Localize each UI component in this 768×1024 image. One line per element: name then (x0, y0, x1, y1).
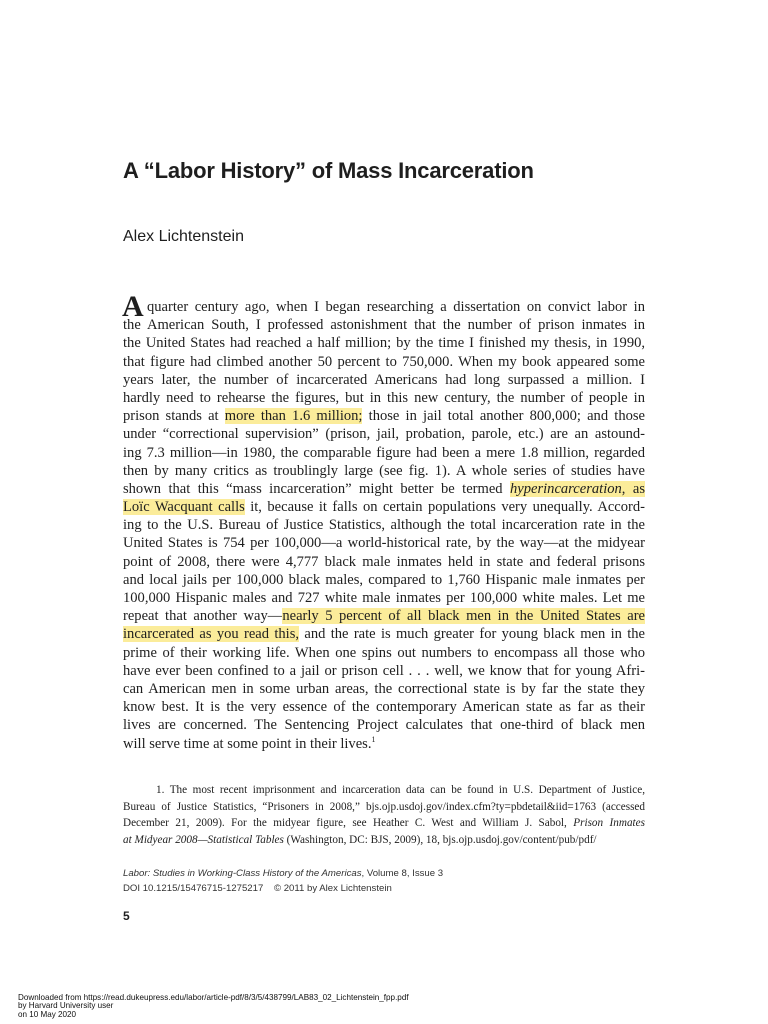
text-run: those in jail total another 800,000; and those (362, 408, 645, 425)
download-user: by Harvard University user (18, 1001, 114, 1011)
text-run: (Washington, DC: BJS, 2009), 18, bjs.ojp.usdoj.gov/content/pub/pdf/ (283, 833, 597, 846)
body-line (123, 298, 645, 316)
body-line (123, 644, 645, 662)
highlighted-text: hyperincarceration (510, 480, 622, 497)
body-line (123, 371, 645, 389)
body-line (123, 680, 645, 698)
text-run: 100,000 Hispanic males and 727 white male inmates per 100,000 white males. Let me (123, 590, 645, 606)
body-line (123, 534, 645, 552)
body-line (123, 607, 645, 625)
body-line (123, 662, 645, 680)
footnote-marker: 1 (371, 734, 376, 744)
text-run: 1. The most recent imprisonment and incarceration data can be found in U.S. Department of Justice, (156, 784, 645, 796)
text-run: and local jails per 100,000 black males, compared to 1,760 Hispanic male inmates per (123, 571, 645, 588)
text-run: that figure had climbed another 50 percent to 750,000. When my book appeared some (123, 353, 645, 370)
article-title: A “Labor History” of Mass Incarceration (123, 158, 534, 183)
body-line (123, 480, 645, 498)
text-run: United States is 754 per 100,000—a world-historical rate, by the way—at the midyear (123, 535, 645, 552)
text-run: the American South, I professed astonishment that the number of prison inmates in (123, 317, 645, 334)
text-run: the United States had reached a half million; by the time I finished my thesis, in 1990, (123, 335, 645, 352)
text-run: shown that this “mass incarceration” might better be termed (123, 480, 511, 497)
page-number: 5 (123, 909, 130, 923)
text-run: ing to the U.S. Bureau of Justice Statistics, although the total incarceration rate in the (123, 517, 645, 534)
text-run: Bureau of Justice Statistics, “Prisoners in 2008,” bjs.ojp.usdoj.gov/index.cfm?ty=pbdetail&iid=1763 (accessed (123, 800, 645, 813)
text-run: have ever been confined to a jail or prison cell . . . well, we know that for young Afri- (123, 662, 645, 679)
text-run: know best. It is the very essence of the contemporary American state as far as their (123, 699, 645, 716)
body-line (123, 353, 645, 371)
body-line (123, 516, 645, 534)
text-run: it, because it falls on certain populations very unequally. Accord- (244, 499, 645, 516)
text-run: then by many critics as troublingly large (see fig. 1). A whole series of studies have (123, 462, 645, 479)
body-line (123, 498, 645, 516)
body-line (123, 735, 645, 753)
text-run: prison stands at (123, 408, 225, 425)
text-run: will serve time at some point in their lives. (123, 735, 372, 752)
highlighted-text: Loïc Wacquant calls (123, 499, 245, 516)
article-author: Alex Lichtenstein (123, 228, 244, 245)
highlighted-text: nearly 5 percent of all black men in the United States are (282, 608, 645, 625)
text-run: lives are concerned. The Sentencing Project calculates that one-third of black men (123, 717, 645, 734)
text-run: quarter century ago, when I began researching a dissertation on convict labor in (147, 299, 645, 315)
body-line (123, 589, 645, 607)
text-run: at Midyear 2008—Statistical Tables (123, 833, 284, 846)
highlighted-text: incarcerated as you read this, (123, 626, 300, 643)
text-run: can American men in some urban areas, the correctional state is by far the state they (123, 680, 645, 697)
body-line (123, 553, 645, 571)
text-run: Prison Inmates (573, 817, 645, 830)
highlighted-text: more than 1.6 million; (224, 408, 363, 425)
body-line (123, 571, 645, 589)
drop-cap: A (122, 290, 144, 323)
highlighted-text: , as (621, 480, 645, 497)
doi-line: DOI 10.1215/15476715-1275217 © 2011 by Alex Lichtenstein (123, 883, 392, 894)
body-line (123, 334, 645, 352)
download-notice (18, 994, 409, 1019)
body-line (123, 462, 645, 480)
body-line (123, 716, 645, 734)
text-run: ing 7.3 million—in 1980, the comparable figure had been a mere 1.8 million, regarded (123, 444, 645, 461)
footnote-line (123, 832, 645, 849)
text-run: repeat that another way— (123, 608, 283, 625)
body-line (123, 444, 645, 462)
body-line (123, 425, 645, 443)
journal-info (123, 866, 443, 896)
journal-volume: , Volume 8, Issue 3 (361, 868, 444, 879)
body-line (123, 625, 645, 643)
journal-name: Labor: Studies in Working-Class History of the Americas (123, 868, 362, 879)
footnote (123, 782, 645, 848)
text-run: December 21, 2009). For the midyear figure, see Heather C. West and William J. Sabol, (123, 817, 574, 830)
body-line (123, 407, 645, 425)
article-body (122, 290, 645, 753)
footnote-line (123, 815, 645, 832)
text-run: hardly need to rehearse the figures, but in this new century, the number of people in (123, 389, 645, 406)
body-line (123, 698, 645, 716)
footnote-line (123, 799, 645, 816)
body-line (123, 389, 645, 407)
body-line (123, 316, 645, 334)
text-run: and the rate is much greater for young black men in the (299, 626, 645, 643)
text-run: years later, the number of incarcerated Americans had long surpassed a million. I (123, 371, 645, 388)
footnote-line (123, 782, 645, 799)
download-date: on 10 May 2020 (18, 1009, 77, 1019)
download-url: Downloaded from https://read.dukeupress.edu/labor/article-pdf/8/3/5/438799/LAB83_02_Lichtenstein_fpp.pdf (18, 993, 409, 1002)
text-run: prime of their working life. When one spins out numbers to encompass all those who (123, 644, 645, 661)
text-run: point of 2008, there were 4,777 black male inmates held in state and federal prisons (123, 553, 645, 570)
text-run: under “correctional supervision” (prison, jail, probation, parole, etc.) are an astound- (123, 426, 645, 443)
